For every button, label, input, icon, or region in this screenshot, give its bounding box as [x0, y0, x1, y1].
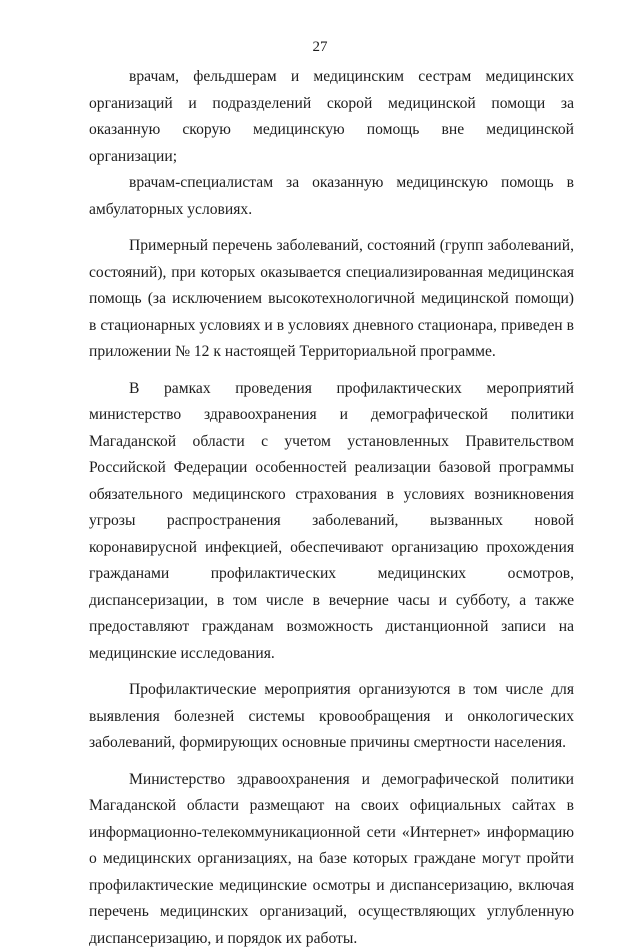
paragraph-payment-specialists: врачам-специалистам за оказанную медицинскую помощь в амбулаторных условиях.	[89, 170, 574, 223]
paragraph-disease-list: Примерный перечень заболеваний, состояний (групп заболеваний, состояний), при которых оказывается специализированная медицинская помощь (за исключением высокотехнологичной медицинской помощи) в стационарных условиях и в условиях дневного стационара, приведен в приложении № 12 к настоящей Территориальной программе.	[89, 233, 574, 366]
paragraph-preventive-measures: В рамках проведения профилактических мероприятий министерство здравоохранения и демографической политики Магаданской области с учетом установленных Правительством Российской Федерации особенностей реализации базовой программы обязательного медицинского страхования в условиях возникновения угрозы распространения заболеваний, вызванных новой коронавирусной инфекцией, обеспечивают организацию прохождения гражданами профилактических медицинских осмотров, диспансеризации, в том числе в вечерние часы и субботу, а также предоставляют гражданам возможность дистанционной записи на медицинские исследования.	[89, 376, 574, 668]
paragraph-payment-emergency: врачам, фельдшерам и медицинским сестрам медицинских организаций и подразделений скорой медицинской помощи за оказанную скорую медицинскую помощь вне медицинской организации;	[89, 64, 574, 170]
page-number: 27	[0, 38, 640, 56]
document-body	[89, 64, 574, 952]
paragraph-preventive-goals: Профилактические мероприятия организуются в том числе для выявления болезней системы кровообращения и онкологических заболеваний, формирующих основные причины смертности населения.	[89, 677, 574, 757]
paragraph-ministry-websites: Министерство здравоохранения и демографической политики Магаданской области размещают на своих официальных сайтах в информационно-телекоммуникационной сети «Интернет» информацию о медицинских организациях, на базе которых граждане могут пройти профилактические медицинские осмотры и диспансеризацию, включая перечень медицинских организаций, осуществляющих углубленную диспансеризацию, и порядок их работы.	[89, 767, 574, 952]
